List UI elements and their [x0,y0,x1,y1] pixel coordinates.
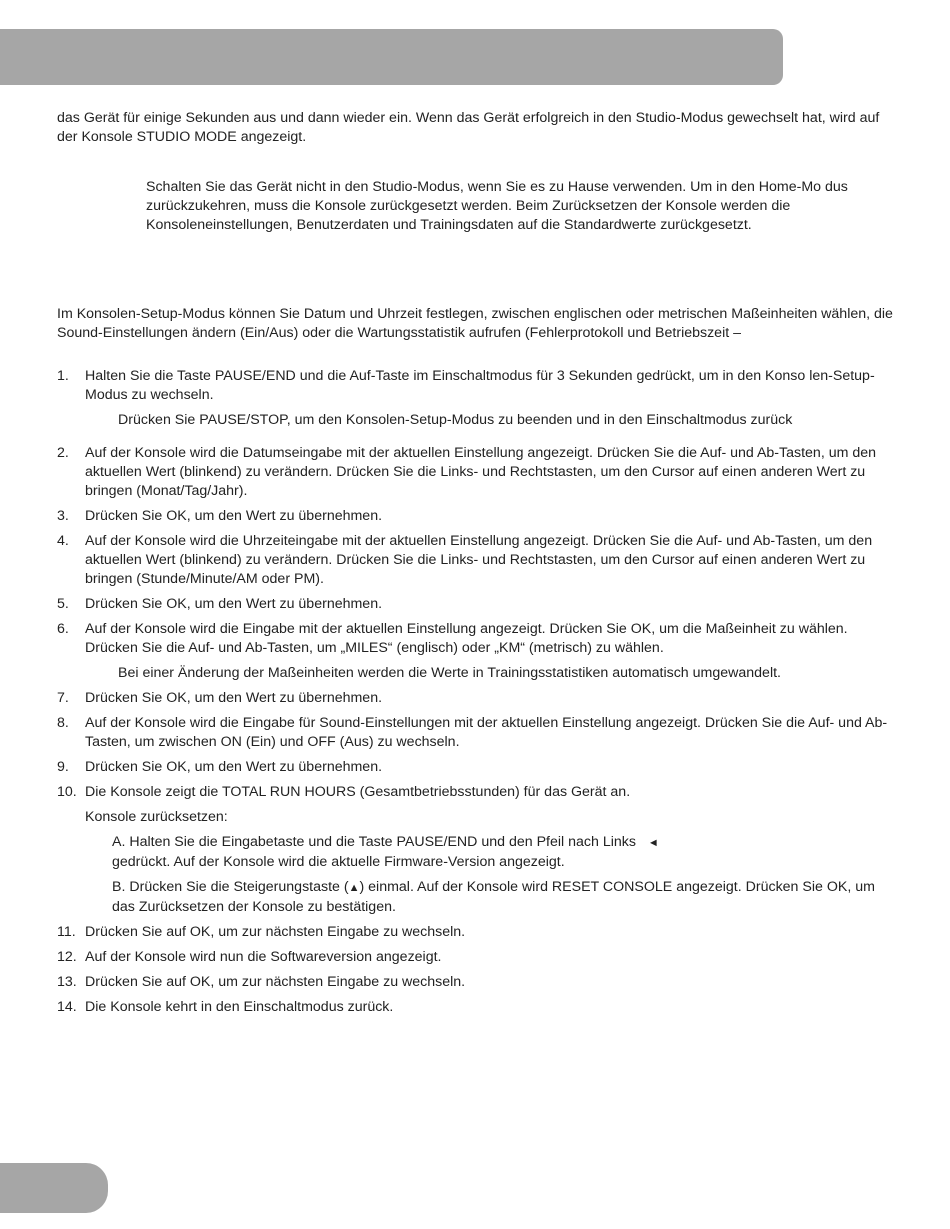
step-text: Drücken Sie OK, um den Wert zu übernehmen. [85,759,383,775]
list-item [57,620,897,658]
intro-paragraph: das Gerät für einige Sekunden aus und dann wieder ein. Wenn das Gerät erfolgreich in den Studio-Modus gewechselt hat, wird auf der Konsole STUDIO MODE angezeigt. [57,110,880,145]
footer-page-tab [0,1163,108,1213]
step-number: 6. [57,621,69,637]
step-text: Auf der Konsole wird die Eingabe mit der aktuellen Einstellung angezeigt. Drücken Sie OK, um die Maßeinheit zu wählen. Drücken Sie die Auf- und Ab-Tasten, um „MILES“ (englisch) oder „KM“ (metrisch) zu wählen. [85,621,848,656]
list-item [57,948,897,967]
step6-note: Bei einer Änderung der Maßeinheiten werden die Werte in Trainingsstatistiken automatisch umgewandelt. [118,665,781,681]
step-number: 8. [57,715,69,731]
left-arrow-icon: ◄ [647,837,659,849]
step-number: 3. [57,508,69,524]
reset-console-label: Konsole zurücksetzen: [85,809,228,825]
step-number: 5. [57,596,69,612]
reset-step-a-text-cont: gedrückt. Auf der Konsole wird die aktuelle Firmware-Version angezeigt. [112,854,565,870]
step-number: 2. [57,445,69,461]
step-text: Auf der Konsole wird die Eingabe für Sound-Einstellungen mit der aktuellen Einstellung angezeigt. Drücken Sie die Auf- und Ab-Tasten, um zwischen ON (Ein) und OFF (Aus) zu wechseln. [85,715,888,750]
list-item [57,783,897,802]
list-item [57,444,897,501]
list-item [57,973,897,992]
step-number: 4. [57,533,69,549]
step-text: Die Konsole zeigt die TOTAL RUN HOURS (Gesamtbetriebsstunden) für das Gerät an. [85,784,631,800]
reset-step-b-text: B. Drücken Sie die Steigerungstaste ( [112,879,349,895]
reset-step-a [57,833,897,872]
step1-note: Drücken Sie PAUSE/STOP, um den Konsolen-Setup-Modus zu beenden und in den Einschaltmodus zurück [118,412,793,428]
reset-step-a-text: A. Halten Sie die Eingabetaste und die Taste PAUSE/END und den Pfeil nach Links [112,834,636,850]
studio-mode-note: Schalten Sie das Gerät nicht in den Studio-Modus, wenn Sie es zu Hause verwenden. Um in den Home-Mo dus zurückzukehren, muss die Konsole zurückgesetzt werden. Beim Zurücksetzen der Konsole werden die Konsoleneinstellungen, Benutzerdaten und Trainingsdaten auf die Standardwerte zurückgesetzt. [146,179,848,233]
reset-step-b [57,878,897,917]
list-item [57,923,897,942]
setup-intro-paragraph: Im Konsolen-Setup-Modus können Sie Datum und Uhrzeit festlegen, zwischen englischen oder metrischen Maßeinheiten wählen, die Sound-Einstellungen ändern (Ein/Aus) oder die Wartungsstatistik aufrufen (Fehlerprotokoll und Betriebszeit – [57,306,893,341]
step-number: 10. [57,784,77,800]
step-number: 9. [57,759,69,775]
list-item [57,714,897,752]
step-number: 13. [57,974,77,990]
step-text: Drücken Sie OK, um den Wert zu übernehmen. [85,690,383,706]
step-number: 7. [57,690,69,706]
list-item [57,595,897,614]
up-arrow-icon: ▲ [348,882,360,894]
reset-step-b-text-cont: ) einmal. Auf der Konsole wird RESET CONSOLE angezeigt. Drücken Sie OK, um das Zurücksetzen der Konsole zu bestätigen. [112,879,875,915]
step-text: Drücken Sie auf OK, um zur nächsten Eingabe zu wechseln. [85,924,466,940]
step-number: 14. [57,999,77,1015]
setup-steps-list [57,367,897,1023]
step-text: Drücken Sie OK, um den Wert zu übernehmen. [85,508,383,524]
step-text: Drücken Sie auf OK, um zur nächsten Eingabe zu wechseln. [85,974,466,990]
step-text: Auf der Konsole wird die Uhrzeiteingabe mit der aktuellen Einstellung angezeigt. Drücken Sie die Auf- und Ab-Tasten, um den aktuellen Wert (blinkend) zu verändern. Drücken Sie die Links- und Rechtstasten, um den Cursor auf einen anderen Wert zu bringen (Stunde/Minute/AM oder PM). [85,533,873,587]
list-item [57,507,897,526]
header-bar [0,29,783,85]
list-item [57,998,897,1017]
step-text: Auf der Konsole wird die Datumseingabe mit der aktuellen Einstellung angezeigt. Drücken Sie die Auf- und Ab-Tasten, um den aktuellen Wert (blinkend) zu verändern. Drücken Sie die Links- und Rechtstasten, um den Cursor auf einen anderen Wert zu bringen (Monat/Tag/Jahr). [85,445,877,499]
list-item [57,758,897,777]
step-number: 11. [57,924,76,940]
list-item [57,689,897,708]
step-text: Halten Sie die Taste PAUSE/END und die Auf-Taste im Einschaltmodus für 3 Sekunden gedrückt, um in den Konso len-Setup-Modus zu wechseln. [85,368,875,403]
step-number: 12. [57,949,77,965]
step-text: Die Konsole kehrt in den Einschaltmodus zurück. [85,999,394,1015]
list-item [57,532,897,589]
step-text: Drücken Sie OK, um den Wert zu übernehmen. [85,596,383,612]
step-text: Auf der Konsole wird nun die Softwareversion angezeigt. [85,949,442,965]
step-number: 1. [57,368,69,384]
list-item [57,367,897,405]
